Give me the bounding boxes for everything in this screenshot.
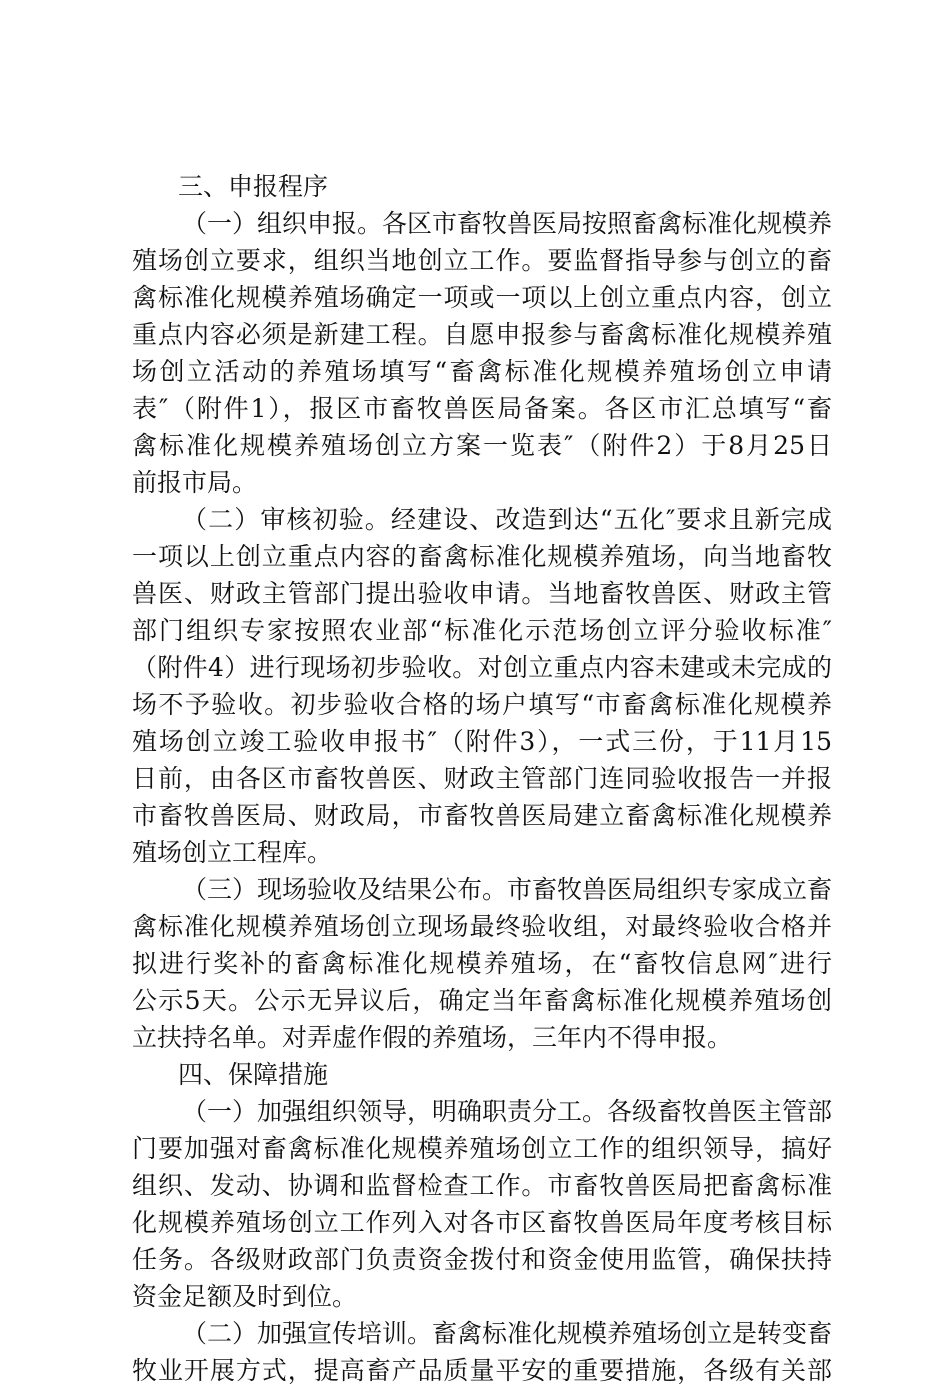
text-line: 部门组织专家按照农业部“标准化示范场创立评分验收标准″ <box>132 616 832 645</box>
text-line: 场不予验收。初步验收合格的场户填写“市畜禽标准化规模养 <box>132 690 832 719</box>
text-line: 重点内容必须是新建工程。自愿申报参与畜禽标准化规模养殖 <box>132 320 832 349</box>
text-line: 公示5天。公示无异议后，确定当年畜禽标准化规模养殖场创 <box>132 986 832 1015</box>
text-line: （一）加强组织领导，明确职责分工。各级畜牧兽医主管部 <box>182 1097 833 1126</box>
text-line: 拟进行奖补的畜禽标准化规模养殖场，在“畜牧信息网″进行 <box>132 949 832 978</box>
text-line: 一项以上创立重点内容的畜禽标准化规模养殖场，向当地畜牧 <box>132 542 832 571</box>
text-line: 日前，由各区市畜牧兽医、财政主管部门连同验收报告一并报 <box>132 764 832 793</box>
text-line: （二）审核初验。经建设、改造到达“五化″要求且新完成 <box>182 505 832 534</box>
document-body <box>132 168 832 1389</box>
text-line: 场创立活动的养殖场填写“畜禽标准化规模养殖场创立申请 <box>132 357 832 386</box>
text-line: 禽标准化规模养殖场创立现场最终验收组，对最终验收合格并 <box>132 912 832 941</box>
text-line: （三）现场验收及结果公布。市畜牧兽医局组织专家成立畜 <box>182 875 833 904</box>
text-line: 组织、发动、协调和监督检查工作。市畜牧兽医局把畜禽标准 <box>132 1171 832 1200</box>
text-line: 兽医、财政主管部门提出验收申请。当地畜牧兽医、财政主管 <box>132 579 832 608</box>
text-line: 禽标准化规模养殖场确定一项或一项以上创立重点内容，创立 <box>132 283 832 312</box>
text-line: （二）加强宣传培训。畜禽标准化规模养殖场创立是转变畜 <box>182 1319 833 1348</box>
text-line: 立扶持名单。对弄虚作假的养殖场，三年内不得申报。 <box>132 1023 733 1052</box>
text-line: 任务。各级财政部门负责资金拨付和资金使用监管，确保扶持 <box>132 1245 832 1274</box>
section-heading: 四、保障措施 <box>178 1060 329 1089</box>
text-line: 前报市局。 <box>132 468 258 497</box>
text-line: 资金足额及时到位。 <box>132 1282 358 1311</box>
text-line: 市畜牧兽医局、财政局，市畜牧兽医局建立畜禽标准化规模养 <box>132 801 832 830</box>
text-line: （附件4）进行现场初步验收。对创立重点内容未建或未完成的 <box>132 653 832 682</box>
text-line: 化规模养殖场创立工作列入对各市区畜牧兽医局年度考核目标 <box>132 1208 832 1237</box>
text-line: 牧业开展方式，提高畜产品质量平安的重要措施，各级有关部 <box>132 1356 832 1385</box>
text-line: 表″（附件1），报区市畜牧兽医局备案。各区市汇总填写“畜 <box>132 394 832 423</box>
text-line: 殖场创立要求，组织当地创立工作。要监督指导参与创立的畜 <box>132 246 832 275</box>
text-line: 殖场创立工程库。 <box>132 838 333 867</box>
text-line: 殖场创立竣工验收申报书″（附件3），一式三份，于11月15 <box>132 727 832 756</box>
section-heading: 三、申报程序 <box>178 172 329 201</box>
text-line: 禽标准化规模养殖场创立方案一览表″（附件2）于8月25日 <box>132 431 832 460</box>
text-line: 门要加强对畜禽标准化规模养殖场创立工作的组织领导，搞好 <box>132 1134 832 1163</box>
text-line: （一）组织申报。各区市畜牧兽医局按照畜禽标准化规模养 <box>182 209 833 238</box>
